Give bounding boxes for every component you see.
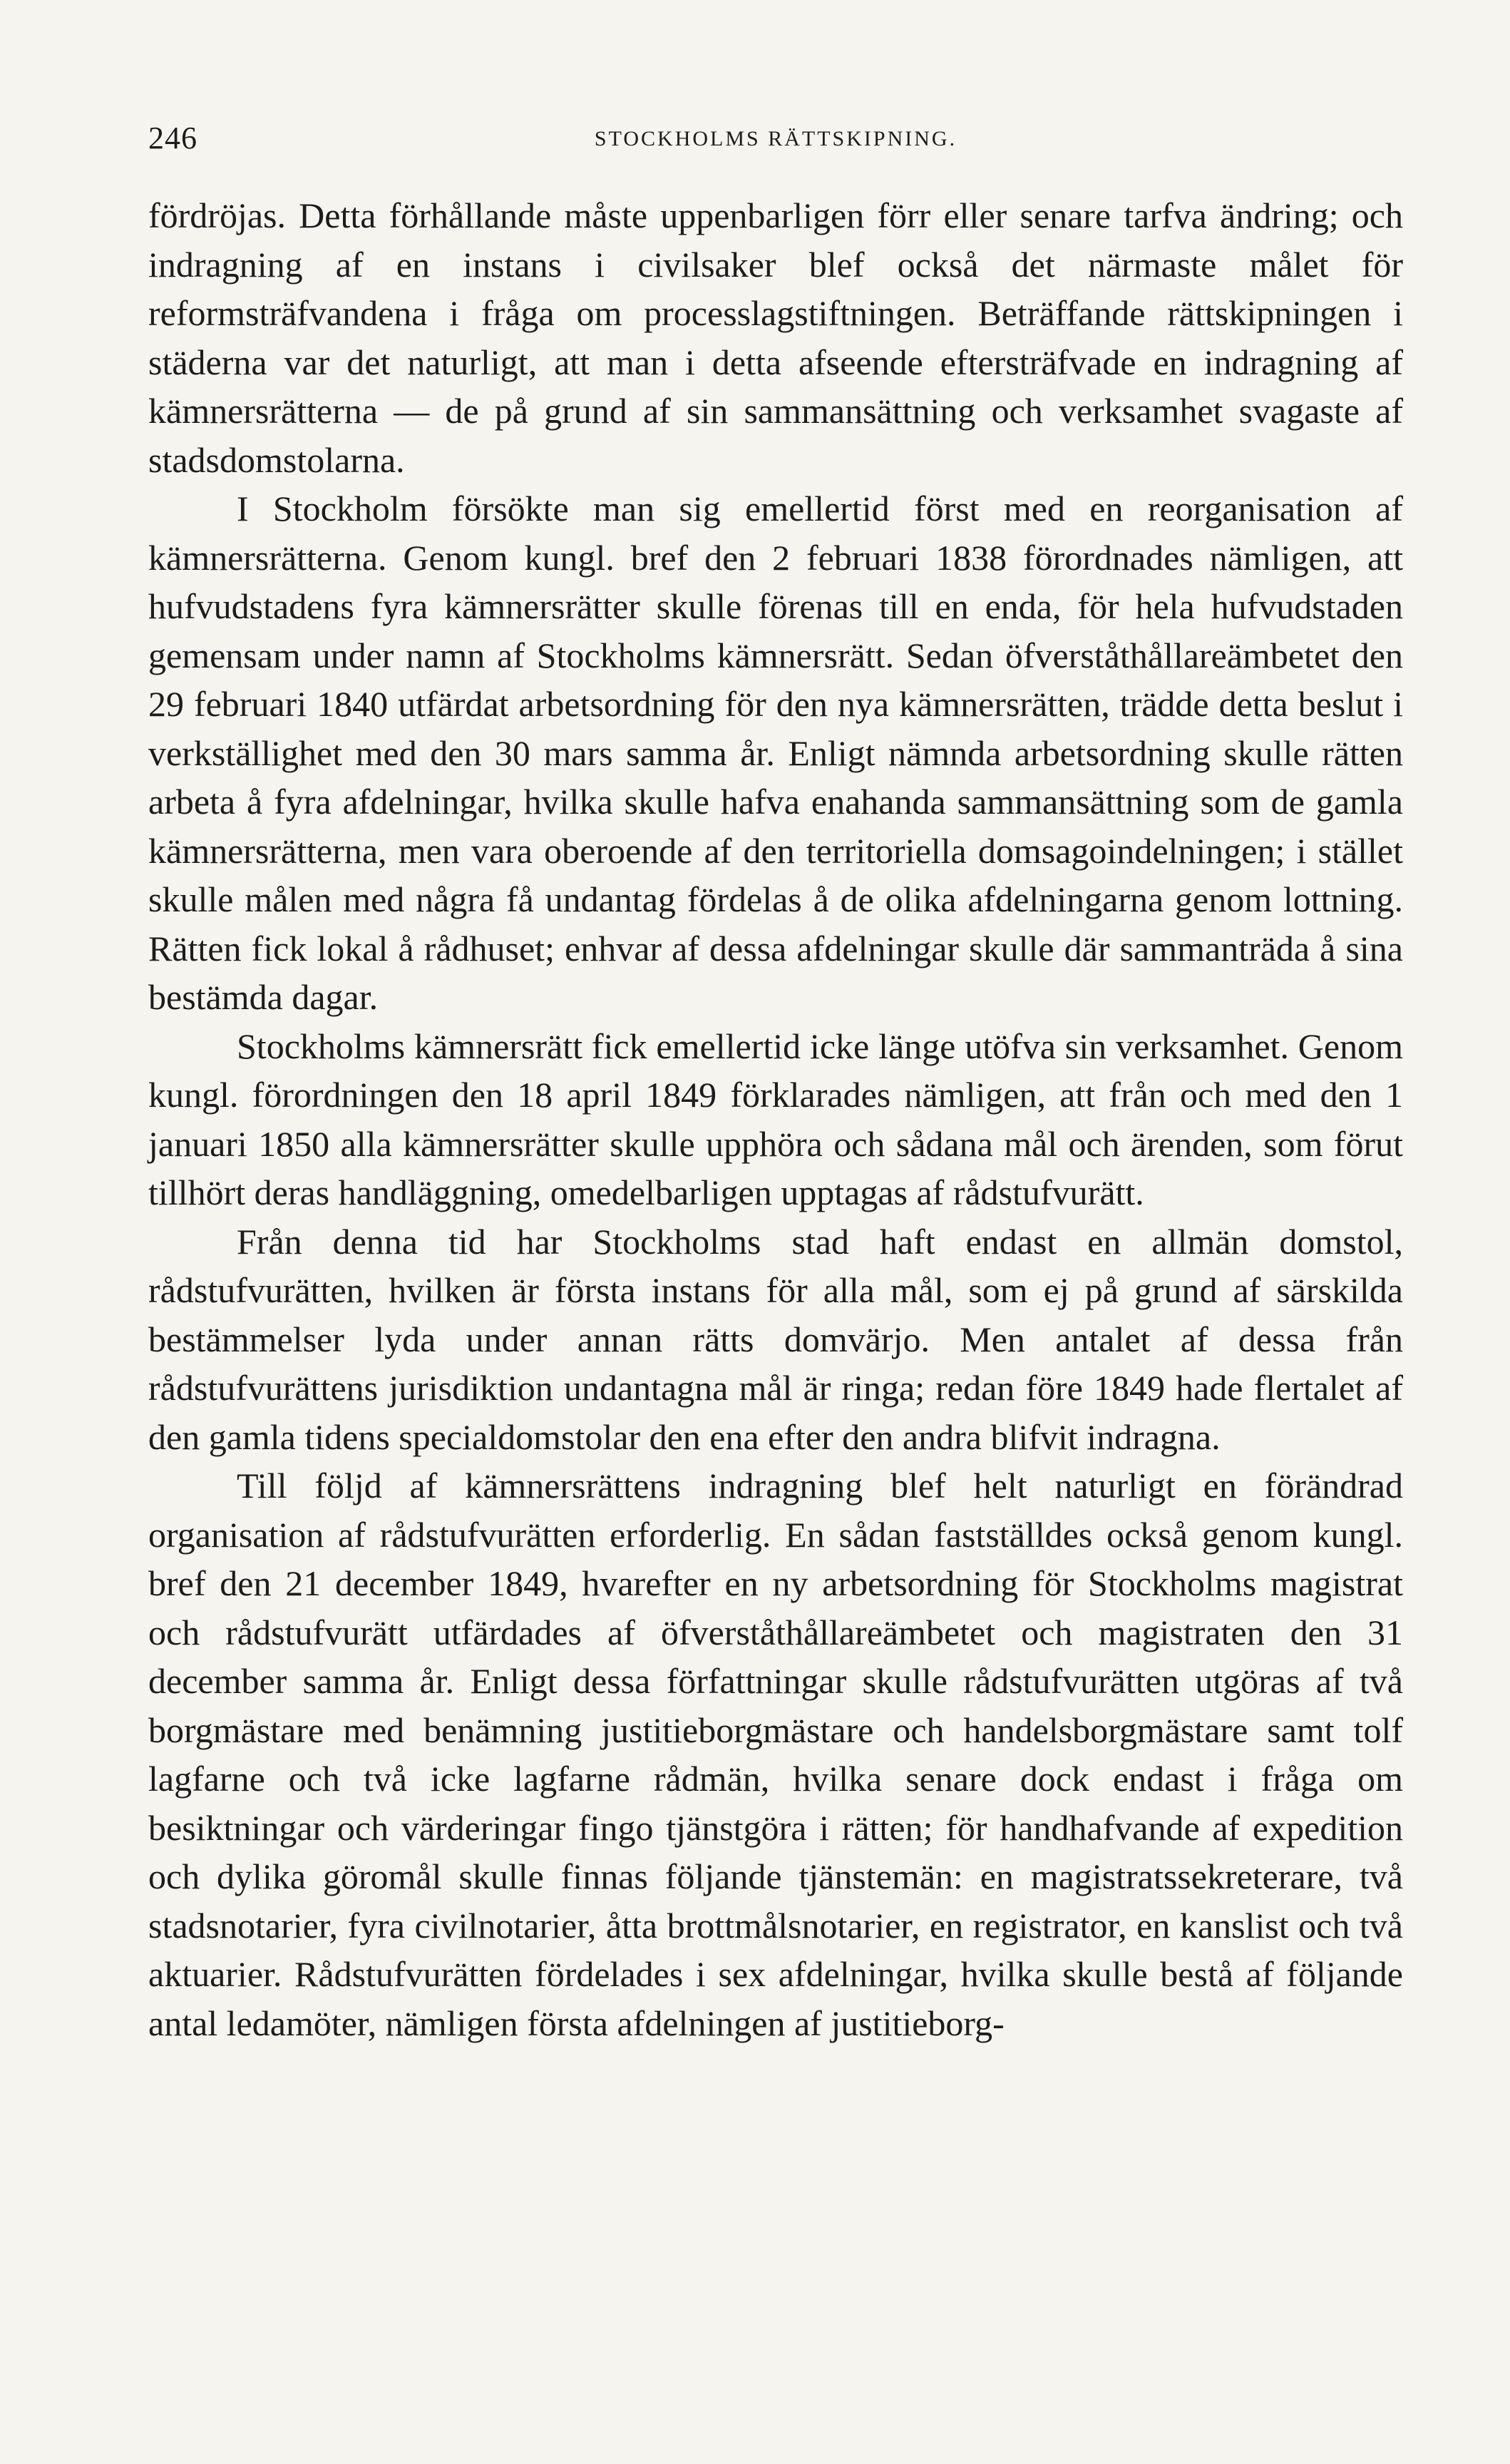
- paragraph-4: Från denna tid har Stockholms stad haft endast en allmän domstol, rådstufvurätten, hvilken är första instans för alla mål, som ej på grund af särskilda bestämmelser lyda under annan rätts domvärjo. Men antalet af dessa från rådstufvurättens jurisdiktion undantagna mål är ringa; redan före 1849 hade flertalet af den gamla tidens specialdomstolar den ena efter den andra blifvit indragna.: [148, 1221, 1403, 1457]
- paragraph-5: Till följd af kämnersrättens indragning blef helt naturligt en förändrad organisation af rådstufvurätten erforderlig. En sådan fastställdes också genom kungl. bref den 21 december 1849, hvarefter en ny arbetsordning för Stockholms magistrat och rådstufvurätt utfärdades af öfverståthållareämbetet och magistraten den 31 december samma år. Enligt dessa författningar skulle rådstufvurätten utgöras af två borgmästare med benämning justitieborgmästare och handelsborgmästare samt tolf lagfarne och två icke lagfarne rådmän, hvilka senare dock endast i fråga om besiktningar och värderingar fingo tjänstgöra i rätten; för handhafvande af expedition och dylika göromål skulle finnas följande tjänstemän: en magistratssekreterare, två stadsnotarier, fyra civilnotarier, åtta brottmålsnotarier, en registrator, en kanslist och två aktuarier. Rådstufvurätten fördelades i sex afdelningar, hvilka skulle bestå af följande antal ledamöter, nämligen första afdelningen af justitieborg-: [148, 1466, 1403, 2043]
- paragraph-3: Stockholms kämnersrätt fick emellertid icke länge utöfva sin verksamhet. Genom kungl. förordningen den 18 april 1849 förklarades nämligen, att från och med den 1 januari 1850 alla kämnersrätter skulle upphöra och sådana mål och ärenden, som förut tillhört deras handläggning, omedelbarligen upptagas af rådstufvurätt.: [148, 1026, 1403, 1212]
- paragraph-1: fördröjas. Detta förhållande måste uppenbarligen förr eller senare tarfva ändring; och indragning af en instans i civilsaker blef också det närmaste målet för reformsträfvandena i fråga om processlagstiftningen. Beträffande rättskipningen i städerna var det naturligt, att man i detta afseende eftersträfvade en indragning af kämnersrätterna — de på grund af sin sammansättning och verksamhet svagaste af stadsdomstolarna.: [148, 195, 1403, 480]
- body-text: [148, 191, 1403, 2048]
- running-head: [148, 120, 1403, 163]
- paragraph-2: I Stockholm försökte man sig emellertid först med en reorganisation af kämnersrätterna. Genom kungl. bref den 2 februari 1838 förordnades nämligen, att hufvudstadens fyra kämnersrätter skulle förenas till en enda, för hela hufvudstaden gemensam under namn af Stockholms kämnersrätt. Sedan öfverståthållareämbetet den 29 februari 1840 utfärdat arbetsordning för den nya kämnersrätten, trädde detta beslut i verkställighet med den 30 mars samma år. Enligt nämnda arbetsordning skulle rätten arbeta å fyra afdelningar, hvilka skulle hafva enahanda sammansättning som de gamla kämnersrätterna, men vara oberoende af den territoriella domsagoindelningen; i stället skulle målen med några få undantag fördelas å de olika afdelningarna genom lottning. Rätten fick lokal å rådhuset; enhvar af dessa afdelningar skulle där sammanträda å sina bestämda dagar.: [148, 489, 1403, 1017]
- page-number: 246: [148, 121, 197, 155]
- running-title: STOCKHOLMS RÄTTSKIPNING.: [594, 127, 957, 150]
